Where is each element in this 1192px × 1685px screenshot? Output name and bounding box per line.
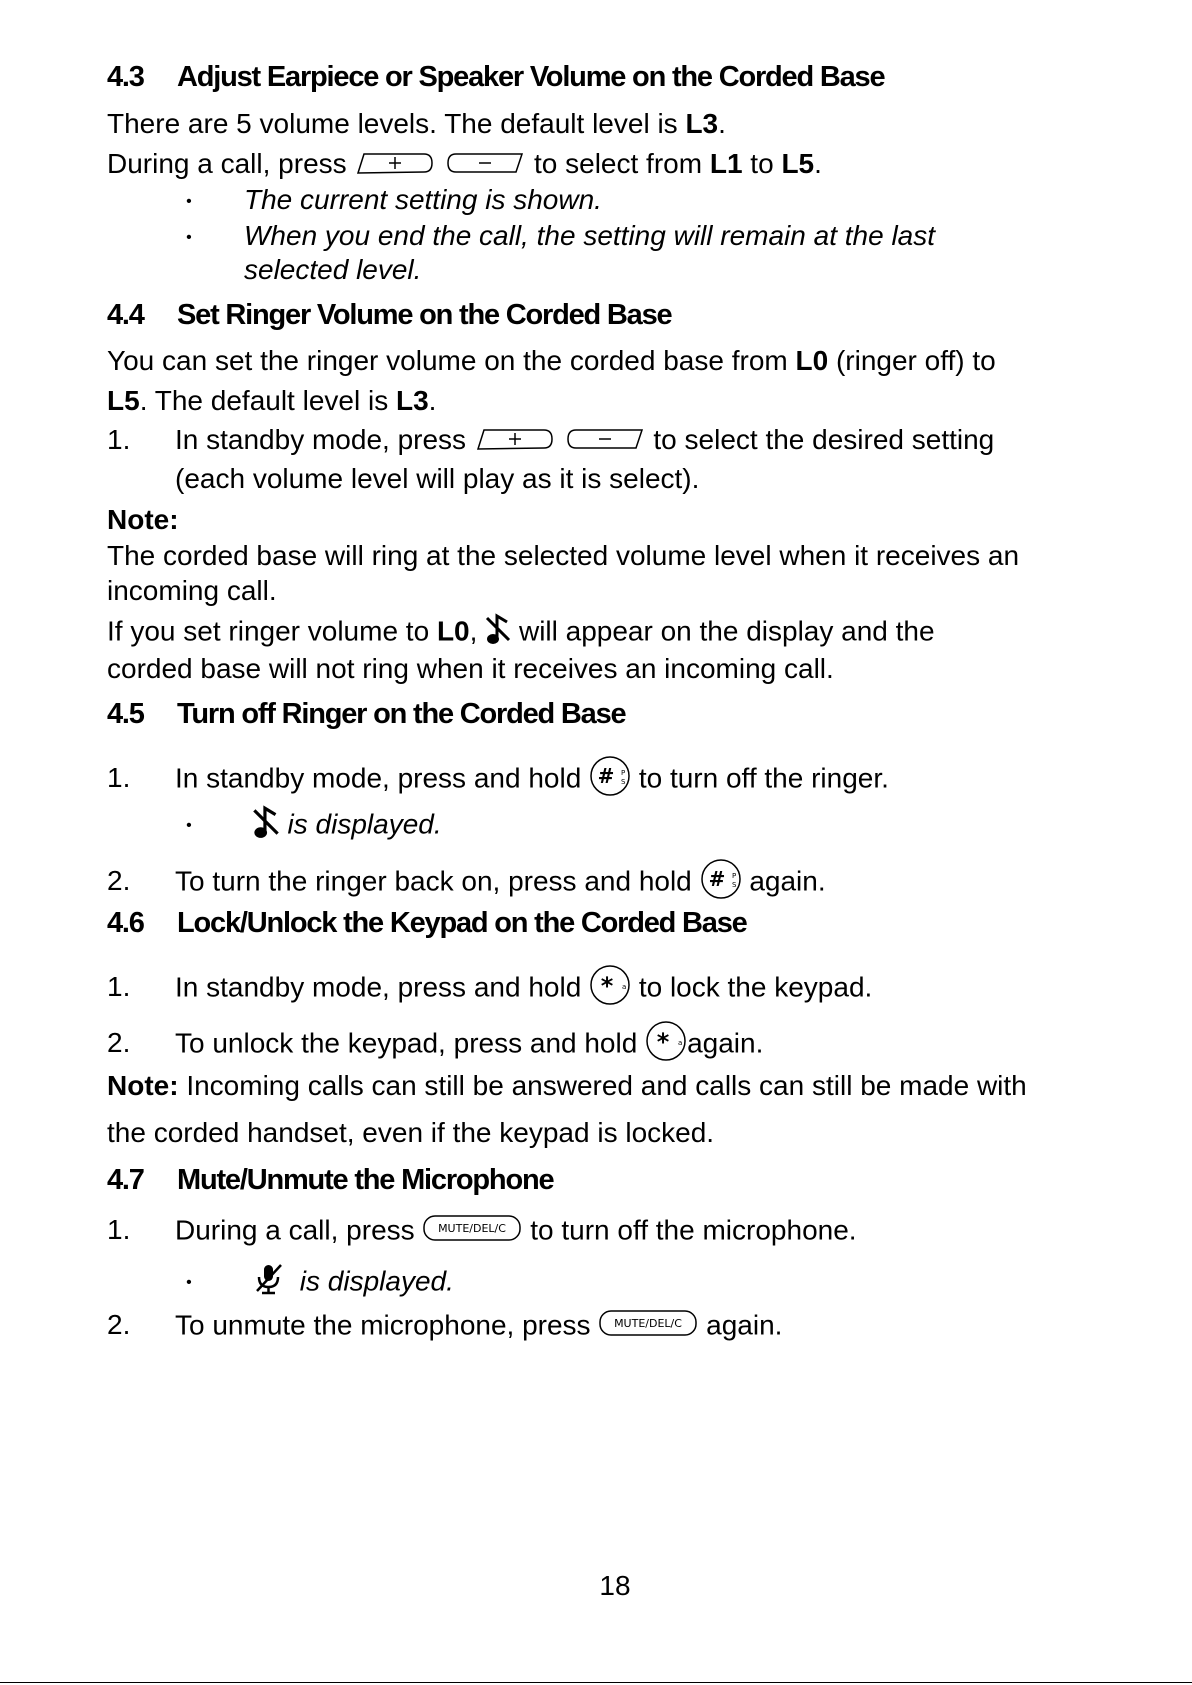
- list-item: 2. To turn the ringer back on, press and hold # P S again.: [107, 858, 826, 908]
- note: Note: Incoming calls can still be answered and calls can still be made with: [107, 1070, 1027, 1101]
- paragraph: There are 5 volume levels. The default level is L3.: [107, 108, 726, 139]
- svg-text:#: #: [597, 764, 615, 788]
- list-item: • is displayed.: [186, 804, 442, 848]
- list-item: 2. To unlock the keypad, press and hold * a again.: [107, 1020, 763, 1070]
- page-number: 18: [599, 1570, 631, 1601]
- paragraph: You can set the ringer volume on the corded base from L0 (ringer off) to: [107, 345, 996, 376]
- list-item: • is displayed.: [186, 1261, 454, 1305]
- volume-down-key-icon: [564, 425, 646, 459]
- volume-up-key-icon: [354, 149, 436, 183]
- section-title: Adjust Earpiece or Speaker Volume on the Corded Base: [177, 61, 885, 93]
- svg-text:a: a: [622, 983, 627, 991]
- volume-down-key-icon: [444, 149, 526, 183]
- star-key-icon: [645, 1020, 687, 1070]
- list-item: 1. During a call, press MUTE/DEL/C to turn off the microphone.: [107, 1213, 857, 1251]
- note-text: corded base will not ring when it receives an incoming call.: [107, 653, 834, 684]
- list-item: 1. In standby mode, press to select the desired setting: [107, 423, 994, 459]
- svg-text:a: a: [678, 1039, 683, 1047]
- mute-key-icon: [422, 1213, 522, 1251]
- svg-text:S: S: [621, 778, 626, 786]
- list-item: 1. In standby mode, press and hold # P S to turn off the ringer.: [107, 755, 889, 805]
- svg-text:*: *: [656, 1028, 670, 1056]
- list-item: • When you end the call, the setting will remain at the last: [186, 220, 936, 251]
- svg-text:P: P: [731, 872, 736, 880]
- note-text: If you set ringer volume to L0, will appear on the display and the: [107, 612, 935, 654]
- section-title: Turn off Ringer on the Corded Base: [177, 698, 626, 730]
- star-key-icon: [589, 964, 631, 1014]
- footer-rule: [0, 1682, 1192, 1683]
- svg-text:MUTE/DEL/C: MUTE/DEL/C: [438, 1222, 507, 1235]
- section-title: Lock/Unlock the Keypad on the Corded Base: [177, 907, 747, 939]
- note-text: incoming call.: [107, 575, 277, 606]
- note-label: Note:: [107, 1070, 179, 1101]
- paragraph: L5. The default level is L3.: [107, 385, 437, 416]
- mic-muted-icon: [252, 1261, 300, 1305]
- section-heading-4-5: 4.5 Turn off Ringer on the Corded Base: [107, 698, 626, 730]
- list-item-continuation: selected level.: [244, 254, 422, 285]
- section-title: Set Ringer Volume on the Corded Base: [177, 299, 672, 331]
- hash-key-icon: [700, 858, 742, 908]
- list-item: 1. In standby mode, press and hold * a to lock the keypad.: [107, 964, 872, 1014]
- mute-key-icon: [598, 1308, 698, 1346]
- paragraph: During a call, press to select from L1 to L5.: [107, 147, 822, 183]
- note-label: Note:: [107, 504, 179, 535]
- section-heading-4-7: 4.7 Mute/Unmute the Microphone: [107, 1164, 554, 1196]
- svg-text:S: S: [731, 881, 736, 889]
- ringer-off-icon: [485, 612, 511, 654]
- section-heading-4-3: 4.3 Adjust Earpiece or Speaker Volume on the Corded Base: [107, 61, 885, 93]
- note-text: the corded handset, even if the keypad is locked.: [107, 1117, 715, 1148]
- section-title: Mute/Unmute the Microphone: [177, 1164, 554, 1196]
- list-item: 2. To unmute the microphone, press MUTE/DEL/C again.: [107, 1308, 782, 1346]
- section-heading-4-6: 4.6 Lock/Unlock the Keypad on the Corded Base: [107, 907, 747, 939]
- list-item: • The current setting is shown.: [186, 184, 602, 215]
- svg-text:*: *: [600, 972, 614, 1000]
- note-text: The corded base will ring at the selected volume level when it receives an: [107, 540, 1020, 571]
- svg-text:MUTE/DEL/C: MUTE/DEL/C: [614, 1317, 683, 1330]
- hash-key-icon: [589, 755, 631, 805]
- volume-up-key-icon: [474, 425, 556, 459]
- ringer-off-icon: [252, 804, 280, 848]
- section-heading-4-4: 4.4 Set Ringer Volume on the Corded Base: [107, 299, 672, 331]
- svg-text:#: #: [708, 867, 725, 891]
- svg-text:P: P: [621, 769, 626, 777]
- list-item-continuation: (each volume level will play as it is select).: [175, 463, 700, 494]
